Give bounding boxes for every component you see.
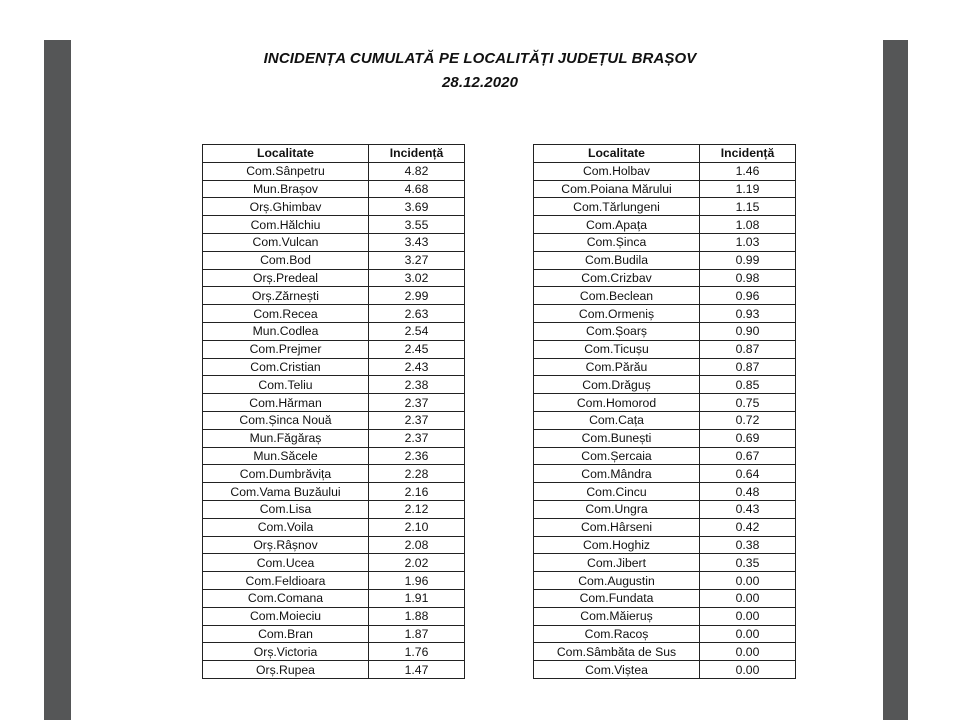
incidence-cell: 0.43 <box>700 500 796 518</box>
table-row <box>534 483 796 501</box>
table-row <box>534 287 796 305</box>
table-row <box>534 572 796 590</box>
incidence-cell: 0.00 <box>700 572 796 590</box>
table-row <box>203 269 465 287</box>
table-row <box>534 589 796 607</box>
table-row <box>534 661 796 679</box>
incidence-cell: 0.90 <box>700 322 796 340</box>
incidence-cell: 3.55 <box>369 216 465 234</box>
incidence-cell: 2.37 <box>369 394 465 412</box>
table-row <box>534 411 796 429</box>
incidence-cell: 2.99 <box>369 287 465 305</box>
incidence-cell: 2.43 <box>369 358 465 376</box>
incidence-table-left-body <box>203 162 465 678</box>
table-row <box>534 536 796 554</box>
locality-cell: Com.Ungra <box>534 500 700 518</box>
incidence-cell: 1.96 <box>369 572 465 590</box>
table-row <box>203 643 465 661</box>
locality-cell: Mun.Săcele <box>203 447 369 465</box>
table-row <box>534 518 796 536</box>
incidence-cell: 1.19 <box>700 180 796 198</box>
table-row <box>203 589 465 607</box>
incidence-cell: 0.72 <box>700 411 796 429</box>
incidence-cell: 1.46 <box>700 162 796 180</box>
incidence-cell: 0.00 <box>700 661 796 679</box>
incidence-cell: 2.10 <box>369 518 465 536</box>
table-row <box>203 572 465 590</box>
locality-cell: Com.Poiana Mărului <box>534 180 700 198</box>
locality-cell: Com.Vama Buzăului <box>203 483 369 501</box>
incidence-cell: 1.03 <box>700 233 796 251</box>
table-row <box>534 180 796 198</box>
incidence-cell: 2.02 <box>369 554 465 572</box>
locality-cell: Com.Viștea <box>534 661 700 679</box>
incidence-cell: 0.48 <box>700 483 796 501</box>
incidence-cell: 1.88 <box>369 607 465 625</box>
incidence-cell: 1.47 <box>369 661 465 679</box>
incidence-cell: 0.99 <box>700 251 796 269</box>
locality-cell: Com.Apața <box>534 216 700 234</box>
locality-cell: Com.Cincu <box>534 483 700 501</box>
table-row <box>203 536 465 554</box>
table-row <box>534 340 796 358</box>
locality-cell: Com.Hârseni <box>534 518 700 536</box>
table-row <box>534 305 796 323</box>
table-header-row <box>203 145 465 163</box>
incidence-cell: 0.38 <box>700 536 796 554</box>
incidence-cell: 1.87 <box>369 625 465 643</box>
incidence-cell: 2.37 <box>369 429 465 447</box>
incidence-cell: 0.00 <box>700 643 796 661</box>
locality-cell: Orș.Victoria <box>203 643 369 661</box>
table-row <box>203 251 465 269</box>
viewer-left-margin <box>44 40 71 720</box>
locality-cell: Com.Fundata <box>534 589 700 607</box>
locality-cell: Com.Voila <box>203 518 369 536</box>
incidence-cell: 0.93 <box>700 305 796 323</box>
incidence-cell: 4.82 <box>369 162 465 180</box>
table-row <box>203 661 465 679</box>
locality-cell: Com.Vulcan <box>203 233 369 251</box>
incidence-cell: 0.00 <box>700 625 796 643</box>
table-header-row <box>534 145 796 163</box>
table-row <box>203 376 465 394</box>
incidence-cell: 0.85 <box>700 376 796 394</box>
locality-cell: Com.Șoarș <box>534 322 700 340</box>
locality-cell: Mun.Brașov <box>203 180 369 198</box>
locality-cell: Orș.Ghimbav <box>203 198 369 216</box>
incidence-cell: 3.27 <box>369 251 465 269</box>
incidence-cell: 4.68 <box>369 180 465 198</box>
locality-cell: Com.Jibert <box>534 554 700 572</box>
table-row <box>534 447 796 465</box>
locality-cell: Com.Feldioara <box>203 572 369 590</box>
locality-cell: Com.Bod <box>203 251 369 269</box>
incidence-cell: 0.35 <box>700 554 796 572</box>
locality-cell: Com.Părău <box>534 358 700 376</box>
locality-cell: Com.Șinca <box>534 233 700 251</box>
table-row <box>203 394 465 412</box>
incidence-cell: 1.91 <box>369 589 465 607</box>
table-row <box>203 305 465 323</box>
locality-cell: Com.Budila <box>534 251 700 269</box>
locality-cell: Com.Recea <box>203 305 369 323</box>
table-row <box>203 483 465 501</box>
table-row <box>203 180 465 198</box>
table-row <box>203 216 465 234</box>
table-row <box>534 500 796 518</box>
table-row <box>534 643 796 661</box>
locality-cell: Orș.Zărnești <box>203 287 369 305</box>
table-row <box>534 625 796 643</box>
incidence-cell: 2.63 <box>369 305 465 323</box>
locality-cell: Com.Cristian <box>203 358 369 376</box>
locality-cell: Com.Moieciu <box>203 607 369 625</box>
incidence-cell: 3.02 <box>369 269 465 287</box>
table-row <box>203 518 465 536</box>
incidence-cell: 0.98 <box>700 269 796 287</box>
table-row <box>534 233 796 251</box>
incidence-cell: 2.36 <box>369 447 465 465</box>
locality-cell: Com.Augustin <box>534 572 700 590</box>
locality-cell: Com.Tărlungeni <box>534 198 700 216</box>
table-row <box>203 340 465 358</box>
locality-cell: Orș.Râșnov <box>203 536 369 554</box>
table-row <box>534 429 796 447</box>
table-row <box>203 233 465 251</box>
table-row <box>203 625 465 643</box>
locality-cell: Com.Sâmbăta de Sus <box>534 643 700 661</box>
locality-cell: Com.Șinca Nouă <box>203 411 369 429</box>
incidence-column-header: Incidență <box>369 145 465 163</box>
locality-cell: Com.Drăguș <box>534 376 700 394</box>
document-title: INCIDENȚA CUMULATĂ PE LOCALITĂȚI JUDEȚUL BRAȘOV <box>263 50 697 67</box>
locality-cell: Orș.Rupea <box>203 661 369 679</box>
locality-cell: Com.Hărman <box>203 394 369 412</box>
locality-cell: Com.Sânpetru <box>203 162 369 180</box>
table-row <box>534 251 796 269</box>
table-row <box>203 287 465 305</box>
locality-cell: Com.Șercaia <box>534 447 700 465</box>
locality-cell: Com.Lisa <box>203 500 369 518</box>
table-row <box>203 500 465 518</box>
incidence-cell: 3.43 <box>369 233 465 251</box>
table-row <box>203 411 465 429</box>
incidence-cell: 2.08 <box>369 536 465 554</box>
locality-cell: Mun.Codlea <box>203 322 369 340</box>
incidence-cell: 0.69 <box>700 429 796 447</box>
locality-cell: Com.Bunești <box>534 429 700 447</box>
table-row <box>534 394 796 412</box>
incidence-column-header: Incidență <box>700 145 796 163</box>
document-date: 28.12.2020 <box>441 74 519 91</box>
incidence-cell: 0.00 <box>700 607 796 625</box>
table-row <box>534 322 796 340</box>
incidence-table-left <box>202 144 465 679</box>
incidence-cell: 2.38 <box>369 376 465 394</box>
table-row <box>534 607 796 625</box>
locality-cell: Com.Cața <box>534 411 700 429</box>
table-row <box>203 554 465 572</box>
incidence-cell: 0.64 <box>700 465 796 483</box>
table-row <box>534 269 796 287</box>
locality-cell: Com.Teliu <box>203 376 369 394</box>
table-row <box>203 322 465 340</box>
incidence-cell: 0.87 <box>700 340 796 358</box>
incidence-cell: 1.15 <box>700 198 796 216</box>
locality-cell: Com.Dumbrăvița <box>203 465 369 483</box>
locality-cell: Com.Ucea <box>203 554 369 572</box>
locality-cell: Com.Ticușu <box>534 340 700 358</box>
incidence-cell: 0.67 <box>700 447 796 465</box>
table-row <box>203 162 465 180</box>
incidence-cell: 2.54 <box>369 322 465 340</box>
incidence-table-right <box>533 144 796 679</box>
incidence-cell: 2.16 <box>369 483 465 501</box>
locality-cell: Com.Măieruș <box>534 607 700 625</box>
locality-column-header: Localitate <box>203 145 369 163</box>
incidence-cell: 3.69 <box>369 198 465 216</box>
incidence-table-right-body <box>534 162 796 678</box>
table-row <box>203 607 465 625</box>
locality-cell: Mun.Făgăraș <box>203 429 369 447</box>
table-row <box>534 554 796 572</box>
locality-cell: Com.Bran <box>203 625 369 643</box>
locality-cell: Com.Hoghiz <box>534 536 700 554</box>
locality-cell: Com.Prejmer <box>203 340 369 358</box>
locality-cell: Com.Hălchiu <box>203 216 369 234</box>
incidence-cell: 0.42 <box>700 518 796 536</box>
table-row <box>534 216 796 234</box>
incidence-cell: 0.75 <box>700 394 796 412</box>
locality-cell: Orș.Predeal <box>203 269 369 287</box>
locality-cell: Com.Homorod <box>534 394 700 412</box>
table-row <box>203 447 465 465</box>
incidence-cell: 0.87 <box>700 358 796 376</box>
incidence-cell: 1.76 <box>369 643 465 661</box>
table-row <box>534 162 796 180</box>
table-row <box>534 358 796 376</box>
incidence-cell: 0.96 <box>700 287 796 305</box>
incidence-cell: 0.00 <box>700 589 796 607</box>
table-row <box>203 358 465 376</box>
incidence-cell: 2.12 <box>369 500 465 518</box>
incidence-cell: 1.08 <box>700 216 796 234</box>
locality-column-header: Localitate <box>534 145 700 163</box>
table-row <box>203 465 465 483</box>
table-row <box>534 465 796 483</box>
table-row <box>203 429 465 447</box>
incidence-cell: 2.45 <box>369 340 465 358</box>
table-row <box>534 198 796 216</box>
incidence-cell: 2.37 <box>369 411 465 429</box>
table-row <box>203 198 465 216</box>
locality-cell: Com.Racoș <box>534 625 700 643</box>
locality-cell: Com.Crizbav <box>534 269 700 287</box>
table-row <box>534 376 796 394</box>
locality-cell: Com.Ormeniș <box>534 305 700 323</box>
incidence-cell: 2.28 <box>369 465 465 483</box>
viewer-right-margin <box>883 40 908 720</box>
locality-cell: Com.Comana <box>203 589 369 607</box>
locality-cell: Com.Mândra <box>534 465 700 483</box>
locality-cell: Com.Holbav <box>534 162 700 180</box>
locality-cell: Com.Beclean <box>534 287 700 305</box>
